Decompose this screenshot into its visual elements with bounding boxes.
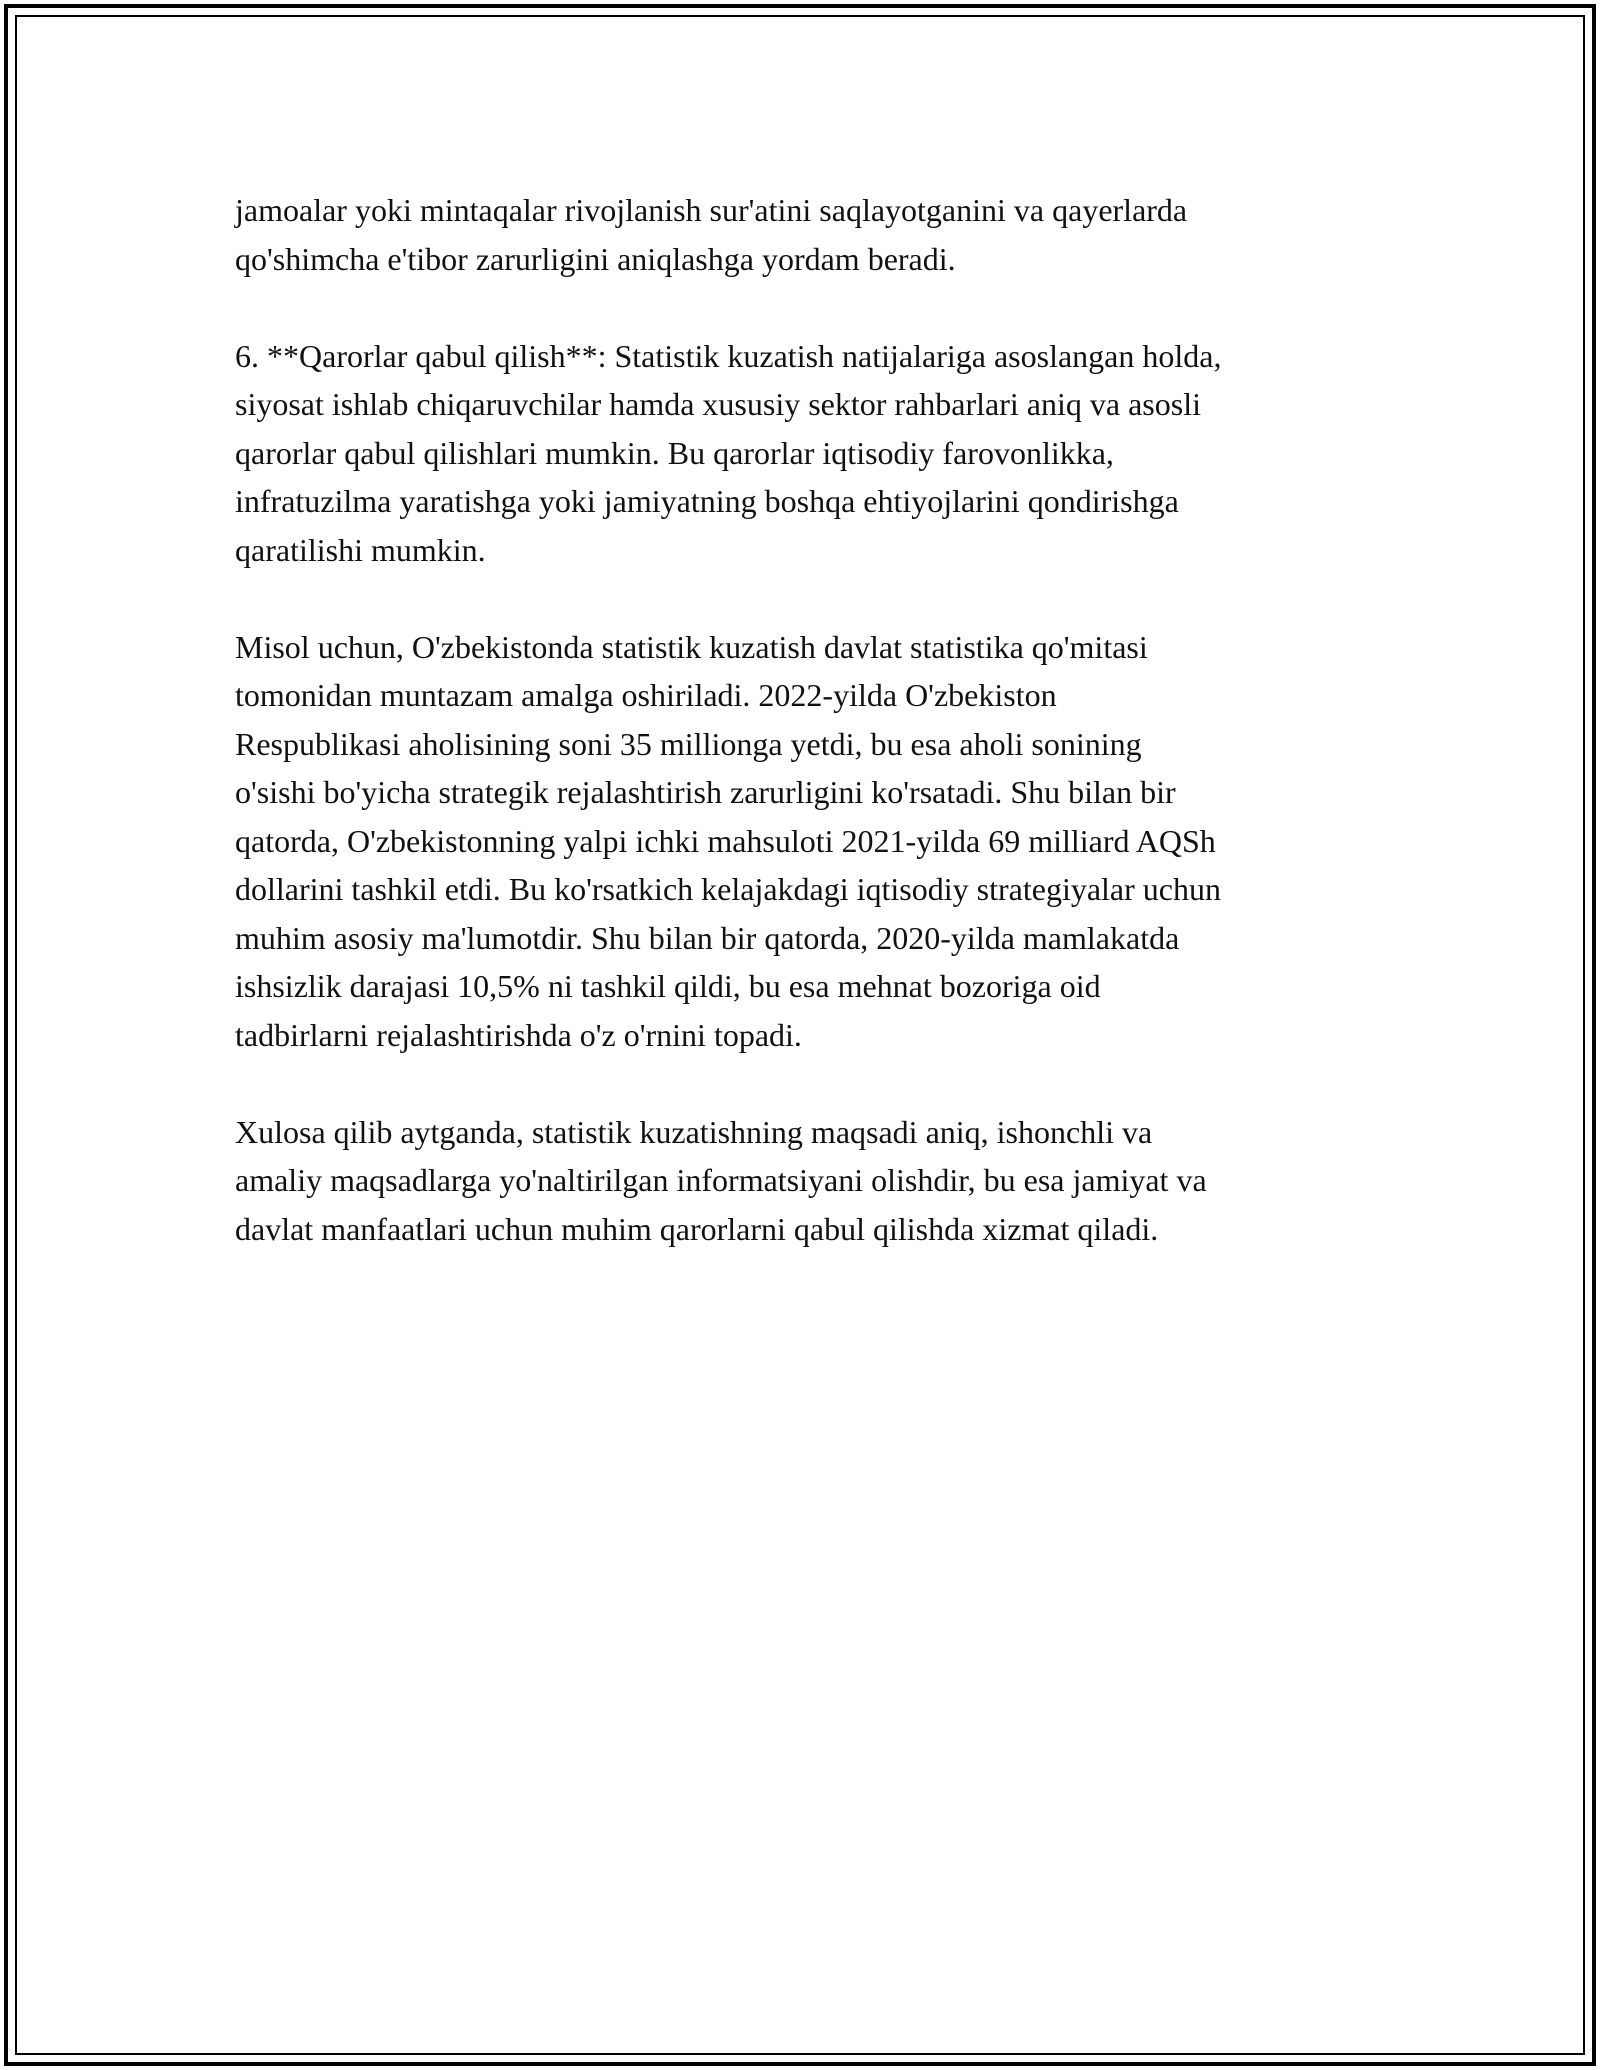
paragraph-decision-making: 6. **Qarorlar qabul qilish**: Statistik kuzatish natijalariga asoslangan holda, siyosat ishlab chiqaruvchilar hamda xususiy sektor rahbarlari aniq va asosli qarorlar qabul qilishlari mumkin. Bu qarorlar iqtisodiy farovonlikka, infratuzilma yaratishga yoki jamiyatning boshqa ehtiyojlarini qondirishga qaratilishi mumkin. [235, 337, 1222, 568]
document-body [235, 186, 1385, 1302]
paragraph-continuation: jamoalar yoki mintaqalar rivojlanish sur'atini saqlayotganini va qayerlarda qo'shimcha e'tibor zarurligini aniqlashga yordam beradi. [235, 192, 1188, 277]
paragraph-conclusion: Xulosa qilib aytganda, statistik kuzatishning maqsadi aniq, ishonchli va amaliy maqsadlarga yo'naltirilgan informatsiyani olishdir, bu esa jamiyat va davlat manfaatlari uchun muhim qarorlarni qabul qilishda xizmat qiladi. [235, 1113, 1207, 1247]
paragraph-example-uzbekistan: Misol uchun, O'zbekistonda statistik kuzatish davlat statistika qo'mitasi tomonidan muntazam amalga oshiriladi. 2022-yilda O'zbekiston Respublikasi aholisining soni 35 millionga yetdi, bu esa aholi sonining o'sishi bo'yicha strategik rejalashtirish zarurligini ko'rsatadi. Shu bilan bir qatorda, O'zbekistonning yalpi ichki mahsuloti 2021-yilda 69 milliard AQSh dollarini tashkil etdi. Bu ko'rsatkich kelajakdagi iqtisodiy strategiyalar uchun muhim asosiy ma'lumotdir. Shu bilan bir qatorda, 2020-yilda mamlakatda ishsizlik darajasi 10,5% ni tashkil qildi, bu esa mehnat bozoriga oid tadbirlarni rejalashtirishda o'z o'rnini topadi. [235, 628, 1221, 1053]
